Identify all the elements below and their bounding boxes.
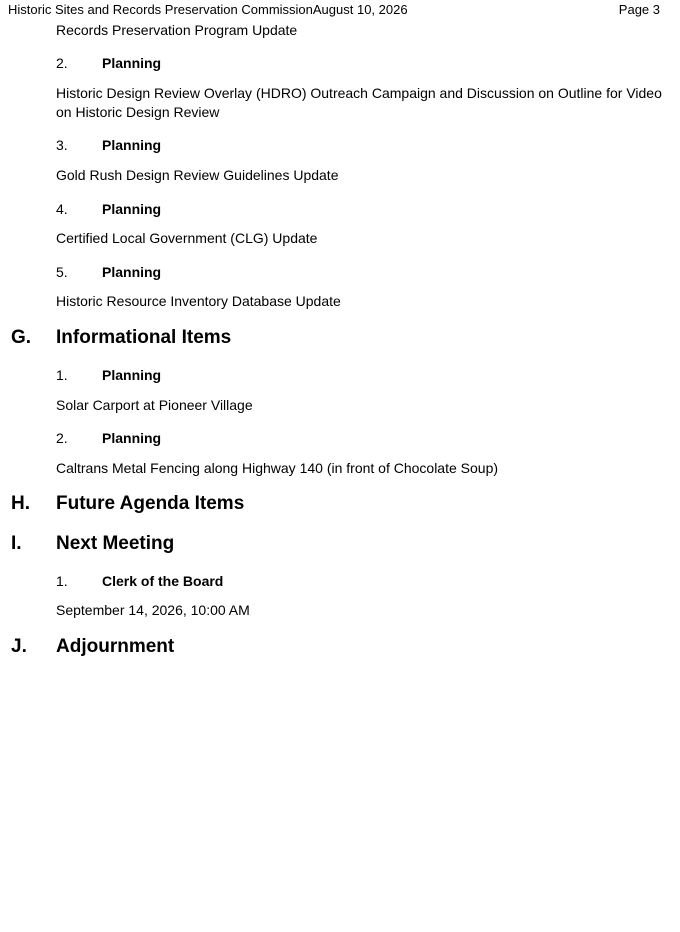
item-department: Planning	[102, 430, 162, 446]
item-description: Caltrans Metal Fencing along Highway 140 (in front of Chocolate Soup)	[56, 460, 499, 476]
item-number: 5.	[56, 264, 68, 280]
section-letter: I.	[11, 533, 22, 554]
page-header	[8, 2, 408, 18]
item-description: September 14, 2026, 10:00 AM	[56, 602, 250, 618]
item-description: Historic Resource Inventory Database Update	[56, 293, 341, 309]
item-description: Historic Design Review Overlay (HDRO) Outreach Campaign and Discussion on Outline for Video on Historic Design Review	[56, 85, 662, 120]
item-number: 1.	[56, 367, 68, 383]
item-department: Planning	[102, 367, 162, 383]
header-date: August 10, 2026	[312, 2, 408, 17]
item-number: 3.	[56, 137, 68, 153]
header-title: Historic Sites and Records Preservation Commission	[8, 2, 313, 17]
item-number: 4.	[56, 201, 68, 217]
section-letter: H.	[11, 493, 30, 514]
section-title: Next Meeting	[56, 533, 175, 554]
item-number: 2.	[56, 55, 68, 71]
section-letter: J.	[11, 636, 27, 657]
section-letter: G.	[11, 327, 32, 348]
item-description: Certified Local Government (CLG) Update	[56, 230, 318, 246]
item-description: Gold Rush Design Review Guidelines Update	[56, 167, 339, 183]
item-department: Clerk of the Board	[102, 573, 224, 589]
item-department: Planning	[102, 201, 162, 217]
item-department: Planning	[102, 55, 162, 71]
item-number: 1.	[56, 573, 68, 589]
item-number: 2.	[56, 430, 68, 446]
item-department: Planning	[102, 137, 162, 153]
item-department: Planning	[102, 264, 162, 280]
section-title: Future Agenda Items	[56, 493, 245, 514]
item-description: Solar Carport at Pioneer Village	[56, 397, 253, 413]
section-title: Informational Items	[56, 327, 232, 348]
section-title: Adjournment	[56, 636, 175, 657]
item-description: Records Preservation Program Update	[56, 22, 298, 38]
page-number: Page 3	[618, 2, 660, 17]
